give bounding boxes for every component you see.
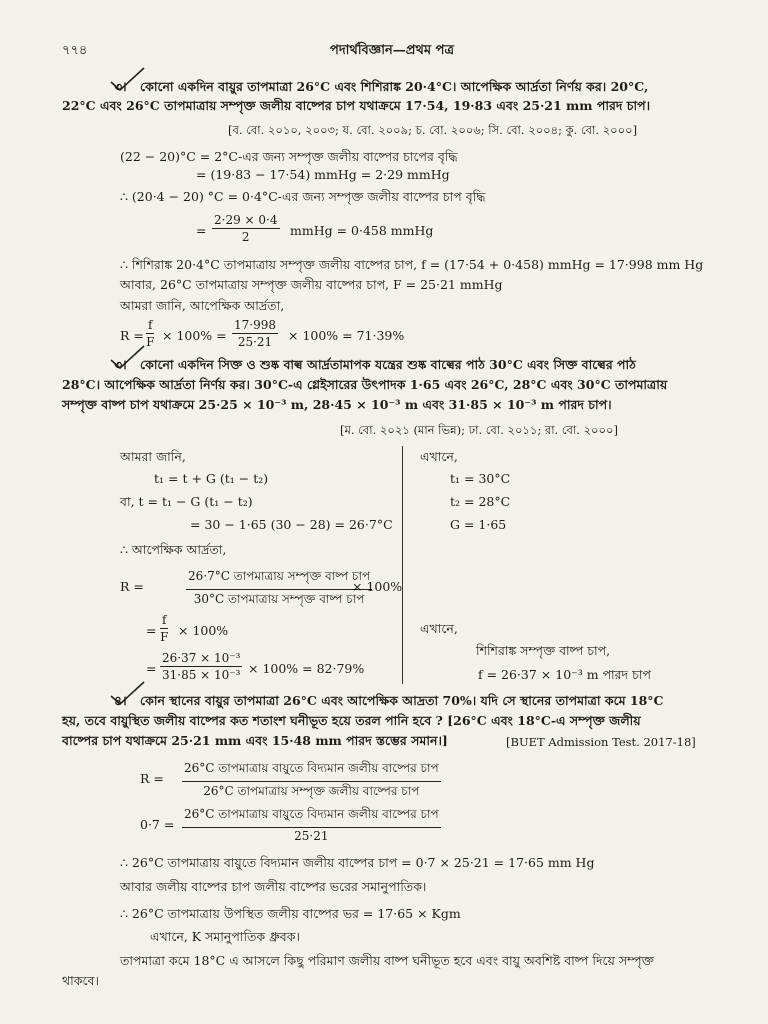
problem-1-question-line-2: 22°C এবং 26°C তাপমাত্রায় সম্পৃক্ত জলীয় বাষ্পের চাপ যথাক্রমে 17·54, 19·83 এবং 25·21 mm পারদ চাপ। xyxy=(62,98,651,113)
problem-2-question-line-3: সম্পৃক্ত বাষ্প চাপ যথাক্রমে 25·25 × 10⁻³ m, 28·45 × 10⁻³ m এবং 31·85 × 10⁻³ m পারদ চাপ। xyxy=(62,397,612,412)
p1-step-2: = (19·83 − 17·54) mmHg = 2·29 mmHg xyxy=(196,167,450,182)
p2-left-8-eq: = xyxy=(146,661,157,676)
p3-eq-2-fraction xyxy=(182,806,441,843)
problem-1-number: ৩। xyxy=(114,79,127,94)
problem-2-question-line-1: কোনো একদিন সিক্ত ও শুষ্ক বাল্ব আর্দ্রতামাপক যন্ত্রের শুষ্ক বাল্বের পাঠ 30°C এবং সিক্ত বাল্বের পাঠ xyxy=(140,357,636,372)
p1-step-4-denominator: 2 xyxy=(241,230,250,244)
problem-3-question-line-3: বাষ্পের চাপ যথাক্রমে 25·21 mm এবং 15·48 mm পারদ স্তম্ভের সমান।] xyxy=(62,733,448,748)
column-divider xyxy=(402,446,403,684)
problem-3-reference: [BUET Admission Test. 2017-18] xyxy=(506,735,696,749)
p2-left-8-rest: × 100% = 82·79% xyxy=(248,661,365,676)
problem-3-question-line-1: কোন স্থানের বায়ুর তাপমাত্রা 26°C এবং আপেক্ষিক আদ্রতা 70%। যদি সে স্থানের তাপমাত্রা কমে 18°C xyxy=(140,693,664,708)
p1-step-4-fraction xyxy=(212,213,280,244)
p2-left-2: t₁ = t + G (t₁ − t₂) xyxy=(154,471,269,486)
p3-eq-2-lhs: 0·7 = xyxy=(140,817,175,832)
p1-step-3: ∴ (20·4 − 20) °C = 0·4°C-এর জন্য সম্পৃক্ত জলীয় বাষ্পের চাপ বৃদ্ধি xyxy=(120,189,486,204)
p2-left-6-fraction xyxy=(186,568,372,611)
p3-eq-2-denominator: 25·21 xyxy=(294,829,329,843)
problem-2-reference: [ম. বো. ২০২১ (মান ভিন্ন); ঢা. বো. ২০১১; রা. বো. ২০০০] xyxy=(340,423,618,437)
p2-left-5: ∴ আপেক্ষিক আর্দ্রতা, xyxy=(120,542,227,557)
p2-left-6-rest: × 100% xyxy=(352,579,403,594)
p1-step-4-result: mmHg = 0·458 mmHg xyxy=(290,223,434,238)
p2-left-7-fraction xyxy=(160,613,168,644)
p3-step-6: এখানে, K সমানুপাতিক ধ্রুবক। xyxy=(150,929,300,944)
p3-eq-1-fraction xyxy=(182,760,441,803)
p2-left-8-fraction xyxy=(160,651,242,682)
page-title: পদার্থবিজ্ঞান—প্রথম পত্র xyxy=(330,43,455,58)
p2-right-6: শিশিরাঙ্ক সম্পৃক্ত বাষ্প চাপ, xyxy=(476,643,611,658)
p2-left-1: আমরা জানি, xyxy=(120,449,186,464)
p1-formula-f: f xyxy=(148,318,153,332)
p1-formula-result: × 100% = 71·39% xyxy=(288,328,405,343)
p2-left-8-numerator: 26·37 × 10⁻³ xyxy=(162,651,241,665)
p3-step-4: আবার জলীয় বাষ্পের চাপ জলীয় বাষ্পের ভরের সমানুপাতিক। xyxy=(120,879,427,894)
p2-left-6-denominator: 30°C তাপমাত্রায় সম্পৃক্ত বাষ্প চাপ xyxy=(193,592,365,606)
p2-left-3: বা, t = t₁ − G (t₁ − t₂) xyxy=(120,494,253,509)
problem-1-question-line-1: কোনো একদিন বায়ুর তাপমাত্রা 26°C এবং শিশিরাঙ্ক 20·4°C। আপেক্ষিক আর্দ্রতা নির্ণয় কর। 20°C, xyxy=(140,79,649,94)
p2-right-3: t₂ = 28°C xyxy=(450,494,511,509)
problem-2-number: ৩। xyxy=(114,357,127,372)
p2-left-7-f: f xyxy=(162,613,167,627)
p2-left-8-denominator: 31·85 × 10⁻³ xyxy=(162,668,241,682)
p1-step-4-equals: = xyxy=(196,223,207,238)
p1-step-5: ∴ শিশিরাঙ্ক 20·4°C তাপমাত্রায় সম্পৃক্ত জলীয় বাষ্পের চাপ, f = (17·54 + 0·458) mmHg = 17·998 mm Hg xyxy=(120,257,704,272)
p2-left-6-lhs: R = xyxy=(120,579,144,594)
p1-step-1: (22 − 20)°C = 2°C-এর জন্য সম্পৃক্ত জলীয় বাষ্পের চাপের বৃদ্ধি xyxy=(120,149,458,164)
p2-right-4: G = 1·65 xyxy=(450,517,507,532)
p3-step-3: ∴ 26°C তাপমাত্রায় বায়ুতে বিদ্যমান জলীয় বাষ্পের চাপ = 0·7 × 25·21 = 17·65 mm Hg xyxy=(120,855,595,870)
p2-left-7-eq: = xyxy=(146,623,157,638)
p1-step-6: আবার, 26°C তাপমাত্রায় সম্পৃক্ত জলীয় বাষ্পের চাপ, F = 25·21 mmHg xyxy=(120,277,503,292)
p1-formula-lhs: R = xyxy=(120,328,144,343)
p3-step-7: তাপমাত্রা কমে 18°C এ আসলে কিছু পরিমাণ জলীয় বাষ্প ঘনীভূত হবে এবং বায়ু অবশিষ্ট বাষ্প দিয়ে সম্পৃক্ত xyxy=(120,953,654,968)
p2-left-4: = 30 − 1·65 (30 − 28) = 26·7°C xyxy=(190,517,393,532)
p1-formula-denominator: 25·21 xyxy=(237,335,273,349)
p2-right-2: t₁ = 30°C xyxy=(450,471,511,486)
p1-formula-F: F xyxy=(146,335,155,349)
p1-step-4-numerator: 2·29 × 0·4 xyxy=(214,213,278,227)
problem-3-number: ৪। xyxy=(114,693,127,708)
page-number: ৭৭৪ xyxy=(62,43,88,58)
p3-eq-1-lhs: R = xyxy=(140,771,164,786)
p1-formula-fraction-values xyxy=(232,318,278,349)
p2-left-7-rest: × 100% xyxy=(178,623,229,638)
p3-eq-2-numerator: 26°C তাপমাত্রায় বায়ুতে বিদ্যমান জলীয় বাষ্পের চাপ xyxy=(182,806,441,828)
p3-eq-1-denominator: 26°C তাপমাত্রায় সম্পৃক্ত জলীয় বাষ্পের চাপ xyxy=(203,784,420,798)
p1-step-7: আমরা জানি, আপেক্ষিক আর্দ্রতা, xyxy=(120,298,285,313)
p2-left-6-numerator: 26·7°C তাপমাত্রায় সম্পৃক্ত বাষ্প চাপ xyxy=(186,568,372,590)
p2-right-5: এখানে, xyxy=(420,621,458,636)
problem-1-reference: [ব. বো. ২০১০, ২০০৩; য. বো. ২০০৯; চ. বো. ২০০৬; সি. বো. ২০০৪; কু. বো. ২০০০] xyxy=(228,123,638,137)
problem-2-question-line-2: 28°C। আপেক্ষিক আর্দ্রতা নির্ণয় কর। 30°C-এ গ্লেইসারের উৎপাদক 1·65 এবং 26°C, 28°C এবং 30°C তাপমাত্রায় xyxy=(62,377,668,392)
p1-formula-numerator: 17·998 xyxy=(234,318,276,332)
p3-eq-1-numerator: 26°C তাপমাত্রায় বায়ুতে বিদ্যমান জলীয় বাষ্পের চাপ xyxy=(182,760,441,782)
p1-formula-mid: × 100% = xyxy=(162,328,227,343)
p2-right-7: f = 26·37 × 10⁻³ m পারদ চাপ xyxy=(478,667,651,682)
p2-left-7-F: F xyxy=(160,630,169,644)
p2-right-1: এখানে, xyxy=(420,449,458,464)
p3-step-5: ∴ 26°C তাপমাত্রায় উপস্থিত জলীয় বাষ্পের ভর = 17·65 × Kgm xyxy=(120,906,461,921)
problem-3-question-line-2: হয়, তবে বায়ুস্থিত জলীয় বাষ্পের কত শতাংশ ঘনীভূত হয়ে তরল পানি হবে ? [26°C এবং 18°C-এ সম্পৃক্ত জলীয় xyxy=(62,713,641,728)
p3-step-8: থাকবে। xyxy=(62,973,99,988)
